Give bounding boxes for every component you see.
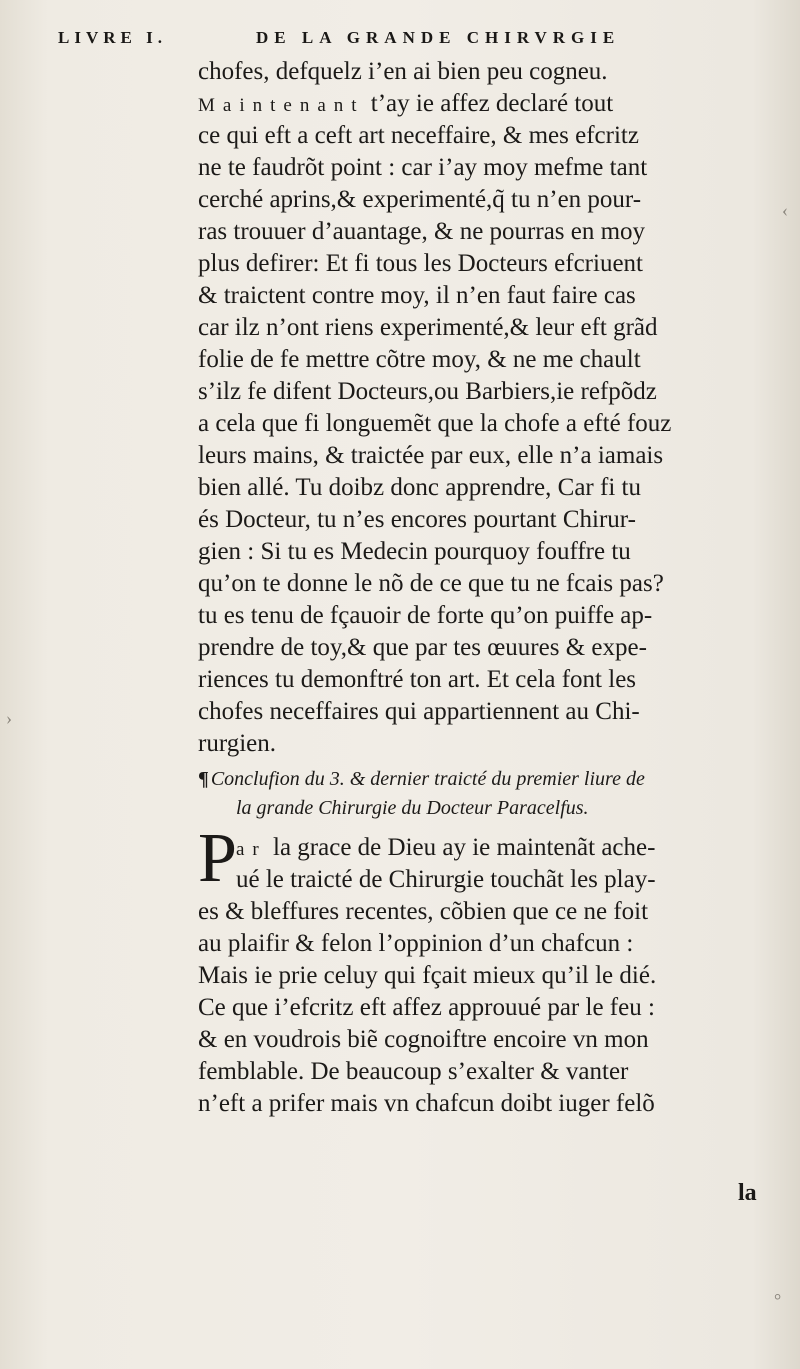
text-line: qu’on te donne le nõ de ce que tu ne fcais pas?: [198, 570, 664, 597]
text-line: ué le traicté de Chirurgie touchãt les play-: [236, 866, 656, 893]
running-head-title: DE LA GRANDE CHIRVRGIE: [256, 28, 621, 47]
text-line: ras trouuer d’auantage, & ne pourras en moy: [198, 218, 646, 245]
text-line: Ce que i’efcritz eft affez approuué par le feu :: [198, 994, 655, 1021]
paragraph-1: [198, 56, 798, 760]
text-line: a cela que fi longuemẽt que la chofe a efté fouz: [198, 410, 672, 437]
text-line: chofes neceffaires qui appartiennent au Chi-: [198, 698, 640, 725]
text-line: Maintenant t’ay ie affez declaré tout: [198, 90, 614, 117]
text-line: prendre de toy,& que par tes œuures & expe-: [198, 634, 647, 661]
paragraph-2: [198, 820, 798, 1120]
text-line: riences tu demonftré ton art. Et cela font les: [198, 666, 637, 693]
text-line: ar la grace de Dieu ay ie maintenãt ache-: [236, 834, 656, 861]
text-line: rurgien.: [198, 730, 276, 757]
margin-mark: ‹: [782, 200, 788, 220]
text-line: ne te faudrõt point : car i’ay moy mefme tant: [198, 154, 648, 181]
text-line: plus defirer: Et fi tous les Docteurs efcriuent: [198, 250, 643, 277]
running-head-book: LIVRE I.: [58, 28, 167, 47]
text-line: leurs mains, & traictée par eux, elle n’a iamais: [198, 442, 664, 469]
heading-line: ¶ Conclufion du 3. & dernier traicté du premier liure de: [198, 768, 645, 790]
running-head: [58, 28, 778, 56]
text-line: folie de fe mettre cõtre moy, & ne me chault: [198, 346, 641, 373]
heading-line: la grande Chirurgie du Docteur Paracelfus.: [236, 797, 589, 819]
text-line: és Docteur, tu n’es encores pourtant Chirur-: [198, 506, 636, 533]
text-line: au plaifir & felon l’oppinion d’un chafcun :: [198, 930, 634, 957]
text-line: ce qui eft a ceft art neceffaire, & mes efcritz: [198, 122, 639, 149]
text-line: & traictent contre moy, il n’en faut faire cas: [198, 282, 636, 309]
smallcaps-opening: ar: [236, 839, 267, 860]
text-line: es & bleffures recentes, cõbien que ce ne foit: [198, 898, 649, 925]
smallcaps-opening: Maintenant: [198, 95, 365, 116]
section-heading: [198, 765, 788, 823]
margin-mark: ›: [6, 708, 12, 728]
text-line: & en voudrois biẽ cognoiftre encoire vn mon: [198, 1026, 649, 1053]
drop-cap: P: [198, 820, 237, 897]
text-line: cerché aprins,& experimenté,q̃ tu n’en pour-: [198, 186, 642, 213]
text-line: tu es tenu de fçauoir de forte qu’on puiffe ap-: [198, 602, 653, 629]
margin-mark: °: [774, 1290, 782, 1310]
text-line: bien allé. Tu doibz donc apprendre, Car fi tu: [198, 474, 641, 501]
text-line: gien : Si tu es Medecin pourquoy fouffre tu: [198, 538, 631, 565]
pilcrow-icon: ¶: [198, 768, 209, 790]
text-line: car ilz n’ont riens experimenté,& leur eft grãd: [198, 314, 658, 341]
text-line: s’ilz fe difent Docteurs,ou Barbiers,ie refpõdz: [198, 378, 657, 405]
text-line: Mais ie prie celuy qui fçait mieux qu’il le dié.: [198, 962, 657, 989]
text-line: n’eft a prifer mais vn chafcun doibt iuger felõ: [198, 1090, 655, 1117]
text-line: femblable. De beaucoup s’exalter & vanter: [198, 1058, 629, 1085]
catchword: la: [738, 1180, 757, 1206]
text-line: chofes, defquelz i’en ai bien peu cogneu.: [198, 58, 608, 85]
